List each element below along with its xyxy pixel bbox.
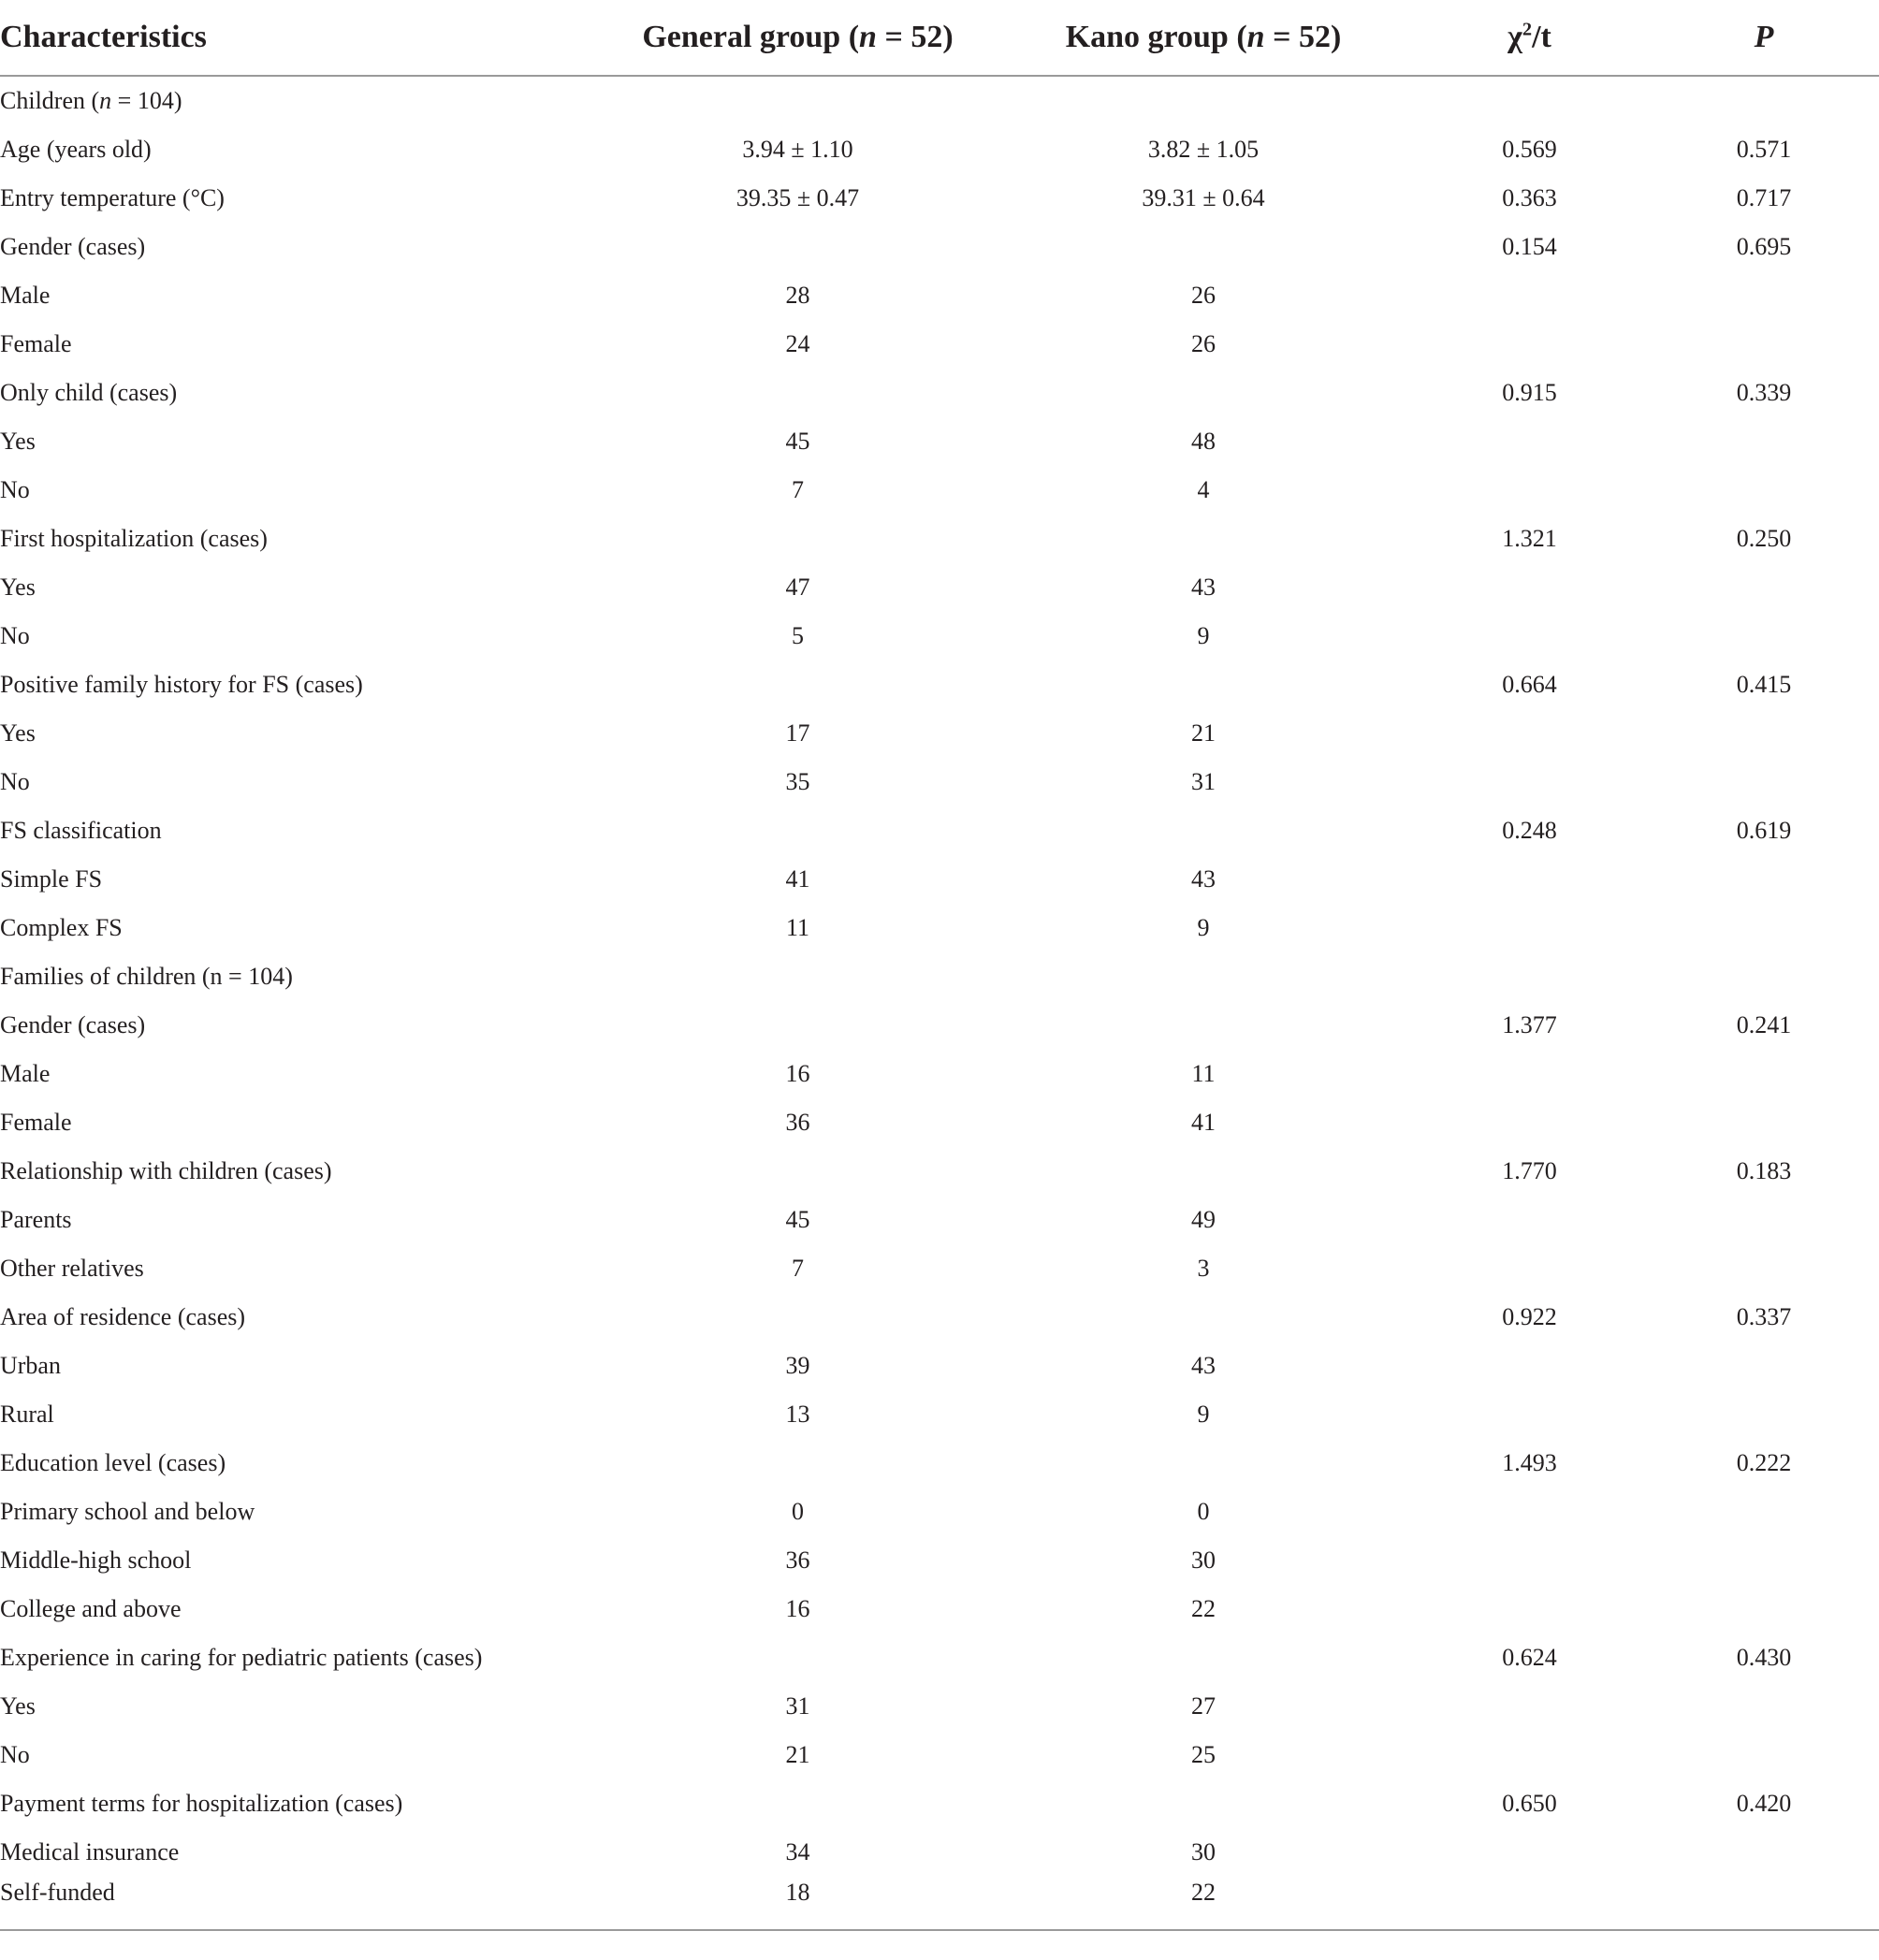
row-label: Parents: [0, 1206, 72, 1233]
chi-t-value: 0.363: [1502, 184, 1557, 211]
kano-value: 39.31 ± 0.64: [1142, 184, 1265, 211]
p-value: 0.183: [1736, 1157, 1792, 1184]
table-row: [0, 952, 1879, 1001]
row-label: Only child (cases): [0, 379, 178, 406]
chi-t-value: [1410, 1731, 1649, 1779]
table-row: [0, 1682, 1879, 1731]
chi-t-value: [1410, 952, 1649, 1001]
row-label: Simple FS: [0, 865, 103, 893]
kano-value: 3.82 ± 1.05: [1147, 136, 1260, 163]
kano-value: [997, 1147, 1410, 1196]
general-value: 3.94 ± 1.10: [742, 136, 853, 163]
kano-value: 43: [1191, 865, 1216, 893]
p-value: [1649, 1585, 1879, 1633]
table-row: [0, 1001, 1879, 1050]
table-row: [0, 612, 1879, 661]
general-value: [599, 1147, 997, 1196]
chi-t-value: [1410, 758, 1649, 806]
p-value: 0.339: [1736, 379, 1792, 406]
table-row: [0, 1536, 1879, 1585]
chi-t-value: [1410, 1098, 1649, 1147]
kano-value: [997, 1779, 1410, 1828]
row-label: Experience in caring for pediatric patients (cases): [0, 1644, 483, 1671]
table-row: [0, 563, 1879, 612]
table-row: [0, 125, 1879, 174]
general-value: 41: [785, 865, 810, 893]
chi-t-value: 0.650: [1502, 1790, 1557, 1817]
p-value: [1649, 1828, 1879, 1877]
row-label: Male: [0, 282, 51, 309]
p-value: [1649, 320, 1879, 369]
kano-value: [997, 1633, 1410, 1682]
table-row: [0, 320, 1879, 369]
chi-t-value: 0.664: [1502, 671, 1557, 698]
table-row: [0, 1244, 1879, 1293]
chi-t-value: [1410, 1828, 1649, 1877]
table-row: [0, 904, 1879, 952]
p-value: [1649, 952, 1879, 1001]
row-label: Relationship with children (cases): [0, 1157, 332, 1184]
chi-t-value: [1410, 1536, 1649, 1585]
general-value: 39: [785, 1352, 810, 1379]
kano-value: 22: [997, 1877, 1410, 1930]
header-kano-group: Kano group (n = 52): [997, 0, 1410, 76]
table-row: [0, 661, 1879, 709]
p-value: [1649, 1196, 1879, 1244]
p-value: [1649, 76, 1879, 125]
kano-value: 26: [1191, 282, 1216, 309]
table-row: [0, 758, 1879, 806]
table-row: [0, 1390, 1879, 1439]
row-label: No: [0, 1741, 30, 1768]
kano-value: 30: [1191, 1838, 1216, 1866]
p-value: 0.415: [1736, 671, 1792, 698]
row-label: Other relatives: [0, 1255, 144, 1282]
chi-t-value: 1.377: [1502, 1011, 1557, 1038]
table-row: [0, 1828, 1879, 1877]
chi-t-value: [1410, 76, 1649, 125]
chi-t-value: [1410, 1585, 1649, 1633]
p-value: [1649, 1390, 1879, 1439]
row-label: Rural: [0, 1401, 54, 1428]
general-value: 0: [792, 1498, 804, 1525]
row-label: Positive family history for FS (cases): [0, 671, 363, 698]
table-row: [0, 1731, 1879, 1779]
general-value: 16: [785, 1595, 810, 1622]
table-row: [0, 709, 1879, 758]
general-value: 35: [785, 768, 810, 795]
general-value: 36: [785, 1109, 810, 1136]
kano-value: [997, 1293, 1410, 1342]
row-label: Female: [0, 1109, 72, 1136]
table-header-row: [0, 0, 1879, 76]
table-row: [0, 1342, 1879, 1390]
table-row: [0, 515, 1879, 563]
p-value: 0.571: [1736, 136, 1792, 163]
chi-t-value: [1410, 320, 1649, 369]
general-value: 16: [785, 1060, 810, 1087]
row-label: Yes: [0, 1692, 36, 1720]
general-value: 21: [785, 1741, 810, 1768]
table-row: [0, 174, 1879, 223]
kano-value: 30: [1191, 1546, 1216, 1574]
p-value: 0.241: [1736, 1011, 1792, 1038]
general-value: [599, 1001, 997, 1050]
row-label: Yes: [0, 428, 36, 455]
kano-value: 25: [1191, 1741, 1216, 1768]
p-value: [1649, 1731, 1879, 1779]
general-value: 18: [599, 1877, 997, 1930]
row-label: Families of children (n = 104): [0, 963, 293, 990]
kano-value: 9: [1197, 622, 1210, 649]
general-value: 31: [785, 1692, 810, 1720]
row-label: FS classification: [0, 817, 162, 844]
kano-value: [997, 1001, 1410, 1050]
p-value: [1649, 466, 1879, 515]
p-value: [1649, 1536, 1879, 1585]
row-label: Education level (cases): [0, 1449, 226, 1476]
general-value: [599, 76, 997, 125]
table-row: [0, 1488, 1879, 1536]
kano-value: 41: [1191, 1109, 1216, 1136]
general-value: 7: [792, 1255, 804, 1282]
p-value: [1649, 417, 1879, 466]
general-value: 28: [785, 282, 810, 309]
kano-value: 9: [1197, 914, 1210, 941]
general-value: [599, 1779, 997, 1828]
general-value: 17: [785, 719, 810, 747]
chi-t-value: [1410, 1877, 1649, 1930]
p-value: 0.420: [1736, 1790, 1792, 1817]
general-value: 24: [785, 330, 810, 357]
row-label: Female: [0, 330, 72, 357]
row-label: First hospitalization (cases): [0, 525, 268, 552]
kano-value: 48: [1191, 428, 1216, 455]
kano-value: [997, 76, 1410, 125]
chi-t-value: [1410, 271, 1649, 320]
kano-value: [997, 369, 1410, 417]
table-row: [0, 1439, 1879, 1488]
kano-value: 49: [1191, 1206, 1216, 1233]
general-value: [599, 661, 997, 709]
kano-value: [997, 806, 1410, 855]
kano-value: 43: [1191, 573, 1216, 601]
chi-t-value: [1410, 563, 1649, 612]
row-label: Yes: [0, 719, 36, 747]
chi-t-value: 1.321: [1502, 525, 1557, 552]
general-value: 47: [785, 573, 810, 601]
chi-t-value: [1410, 855, 1649, 904]
header-chi-square-t: $\chi^2/t$: [1410, 0, 1649, 76]
kano-value: 11: [1191, 1060, 1216, 1087]
row-label: Age (years old): [0, 136, 152, 163]
kano-value: 3: [1197, 1255, 1210, 1282]
chi-t-value: [1410, 709, 1649, 758]
header-general-group: General group (n = 52): [599, 0, 997, 76]
row-label: Entry temperature (°C): [0, 184, 225, 211]
row-label: Complex FS: [0, 914, 123, 941]
header-p-value: P: [1649, 0, 1879, 76]
p-value: [1649, 1098, 1879, 1147]
general-value: 13: [785, 1401, 810, 1428]
row-label: No: [0, 768, 30, 795]
general-value: [599, 1633, 997, 1682]
kano-value: [997, 515, 1410, 563]
row-label: Primary school and below: [0, 1498, 255, 1525]
kano-value: 22: [1191, 1595, 1216, 1622]
row-label: Urban: [0, 1352, 61, 1379]
table-row: [0, 1293, 1879, 1342]
chi-t-value: [1410, 1488, 1649, 1536]
general-value: [599, 1439, 997, 1488]
general-value: [599, 952, 997, 1001]
chi-t-value: [1410, 1196, 1649, 1244]
kano-value: 26: [1191, 330, 1216, 357]
chi-t-value: [1410, 466, 1649, 515]
p-value: [1649, 1488, 1879, 1536]
p-value: [1649, 1342, 1879, 1390]
p-value: [1649, 1244, 1879, 1293]
row-label: No: [0, 476, 30, 503]
p-value: 0.337: [1736, 1303, 1792, 1330]
general-value: [599, 369, 997, 417]
header-characteristics: Characteristics: [0, 0, 599, 76]
table-row: [0, 1877, 1879, 1930]
chi-t-value: [1410, 1342, 1649, 1390]
table-row: [0, 76, 1879, 125]
p-value: [1649, 709, 1879, 758]
p-value: [1649, 612, 1879, 661]
chi-t-value: 1.493: [1502, 1449, 1557, 1476]
row-label: Middle-high school: [0, 1546, 192, 1574]
row-label: Yes: [0, 573, 36, 601]
kano-value: 4: [1197, 476, 1210, 503]
row-label: Gender (cases): [0, 233, 146, 260]
table-row: [0, 271, 1879, 320]
p-value: [1649, 758, 1879, 806]
p-value: 0.222: [1736, 1449, 1792, 1476]
row-label: Medical insurance: [0, 1838, 180, 1866]
table-row: [0, 1779, 1879, 1828]
p-value: [1649, 855, 1879, 904]
kano-value: 31: [1191, 768, 1216, 795]
p-value: 0.717: [1736, 184, 1792, 211]
kano-value: 9: [1197, 1401, 1210, 1428]
table-row: [0, 1633, 1879, 1682]
row-label: Payment terms for hospitalization (cases): [0, 1790, 403, 1817]
table-row: [0, 369, 1879, 417]
p-value: 0.619: [1736, 817, 1792, 844]
general-value: 45: [785, 1206, 810, 1233]
chi-t-value: 0.624: [1502, 1644, 1557, 1671]
p-value: 0.250: [1736, 525, 1792, 552]
table-row: [0, 1098, 1879, 1147]
row-label: Male: [0, 1060, 51, 1087]
kano-value: 27: [1191, 1692, 1216, 1720]
chi-t-value: [1410, 417, 1649, 466]
chi-t-value: 1.770: [1502, 1157, 1557, 1184]
general-value: 34: [785, 1838, 810, 1866]
table-row: [0, 855, 1879, 904]
chi-t-value: 0.569: [1502, 136, 1557, 163]
kano-value: [997, 223, 1410, 271]
kano-value: [997, 661, 1410, 709]
chi-t-value: 0.915: [1502, 379, 1557, 406]
row-label: Self-funded: [0, 1877, 599, 1930]
p-value: [1649, 1682, 1879, 1731]
general-value: 36: [785, 1546, 810, 1574]
general-value: [599, 806, 997, 855]
chi-t-value: 0.248: [1502, 817, 1557, 844]
table-row: [0, 223, 1879, 271]
chi-t-value: [1410, 904, 1649, 952]
p-value: 0.430: [1736, 1644, 1792, 1671]
chi-t-value: [1410, 1244, 1649, 1293]
chi-t-value: [1410, 1390, 1649, 1439]
row-label: College and above: [0, 1595, 182, 1622]
table-body: [0, 76, 1879, 1930]
table-row: [0, 1196, 1879, 1244]
row-label: No: [0, 622, 30, 649]
kano-value: [997, 952, 1410, 1001]
p-value: [1649, 563, 1879, 612]
table-row: [0, 1050, 1879, 1098]
p-value: [1649, 1050, 1879, 1098]
chi-t-value: [1410, 612, 1649, 661]
p-value: [1649, 1877, 1879, 1930]
general-value: 5: [792, 622, 804, 649]
kano-value: 0: [1197, 1498, 1210, 1525]
general-value: [599, 515, 997, 563]
chi-t-value: [1410, 1050, 1649, 1098]
kano-value: [997, 1439, 1410, 1488]
chi-t-value: [1410, 1682, 1649, 1731]
row-label: Children (n = 104): [0, 87, 182, 114]
general-value: 7: [792, 476, 804, 503]
p-value: [1649, 904, 1879, 952]
table-row: [0, 1585, 1879, 1633]
p-value: 0.695: [1736, 233, 1792, 260]
kano-value: 43: [1191, 1352, 1216, 1379]
general-value: 11: [785, 914, 810, 941]
table-row: [0, 806, 1879, 855]
chi-t-value: 0.154: [1502, 233, 1557, 260]
row-label: Gender (cases): [0, 1011, 146, 1038]
kano-value: 21: [1191, 719, 1216, 747]
general-value: 45: [785, 428, 810, 455]
row-label: Area of residence (cases): [0, 1303, 246, 1330]
chi-t-value: 0.922: [1502, 1303, 1557, 1330]
general-value: [599, 223, 997, 271]
general-value: [599, 1293, 997, 1342]
general-value: 39.35 ± 0.47: [736, 184, 860, 211]
p-value: [1649, 271, 1879, 320]
table-row: [0, 466, 1879, 515]
table-row: [0, 1147, 1879, 1196]
table-row: [0, 417, 1879, 466]
